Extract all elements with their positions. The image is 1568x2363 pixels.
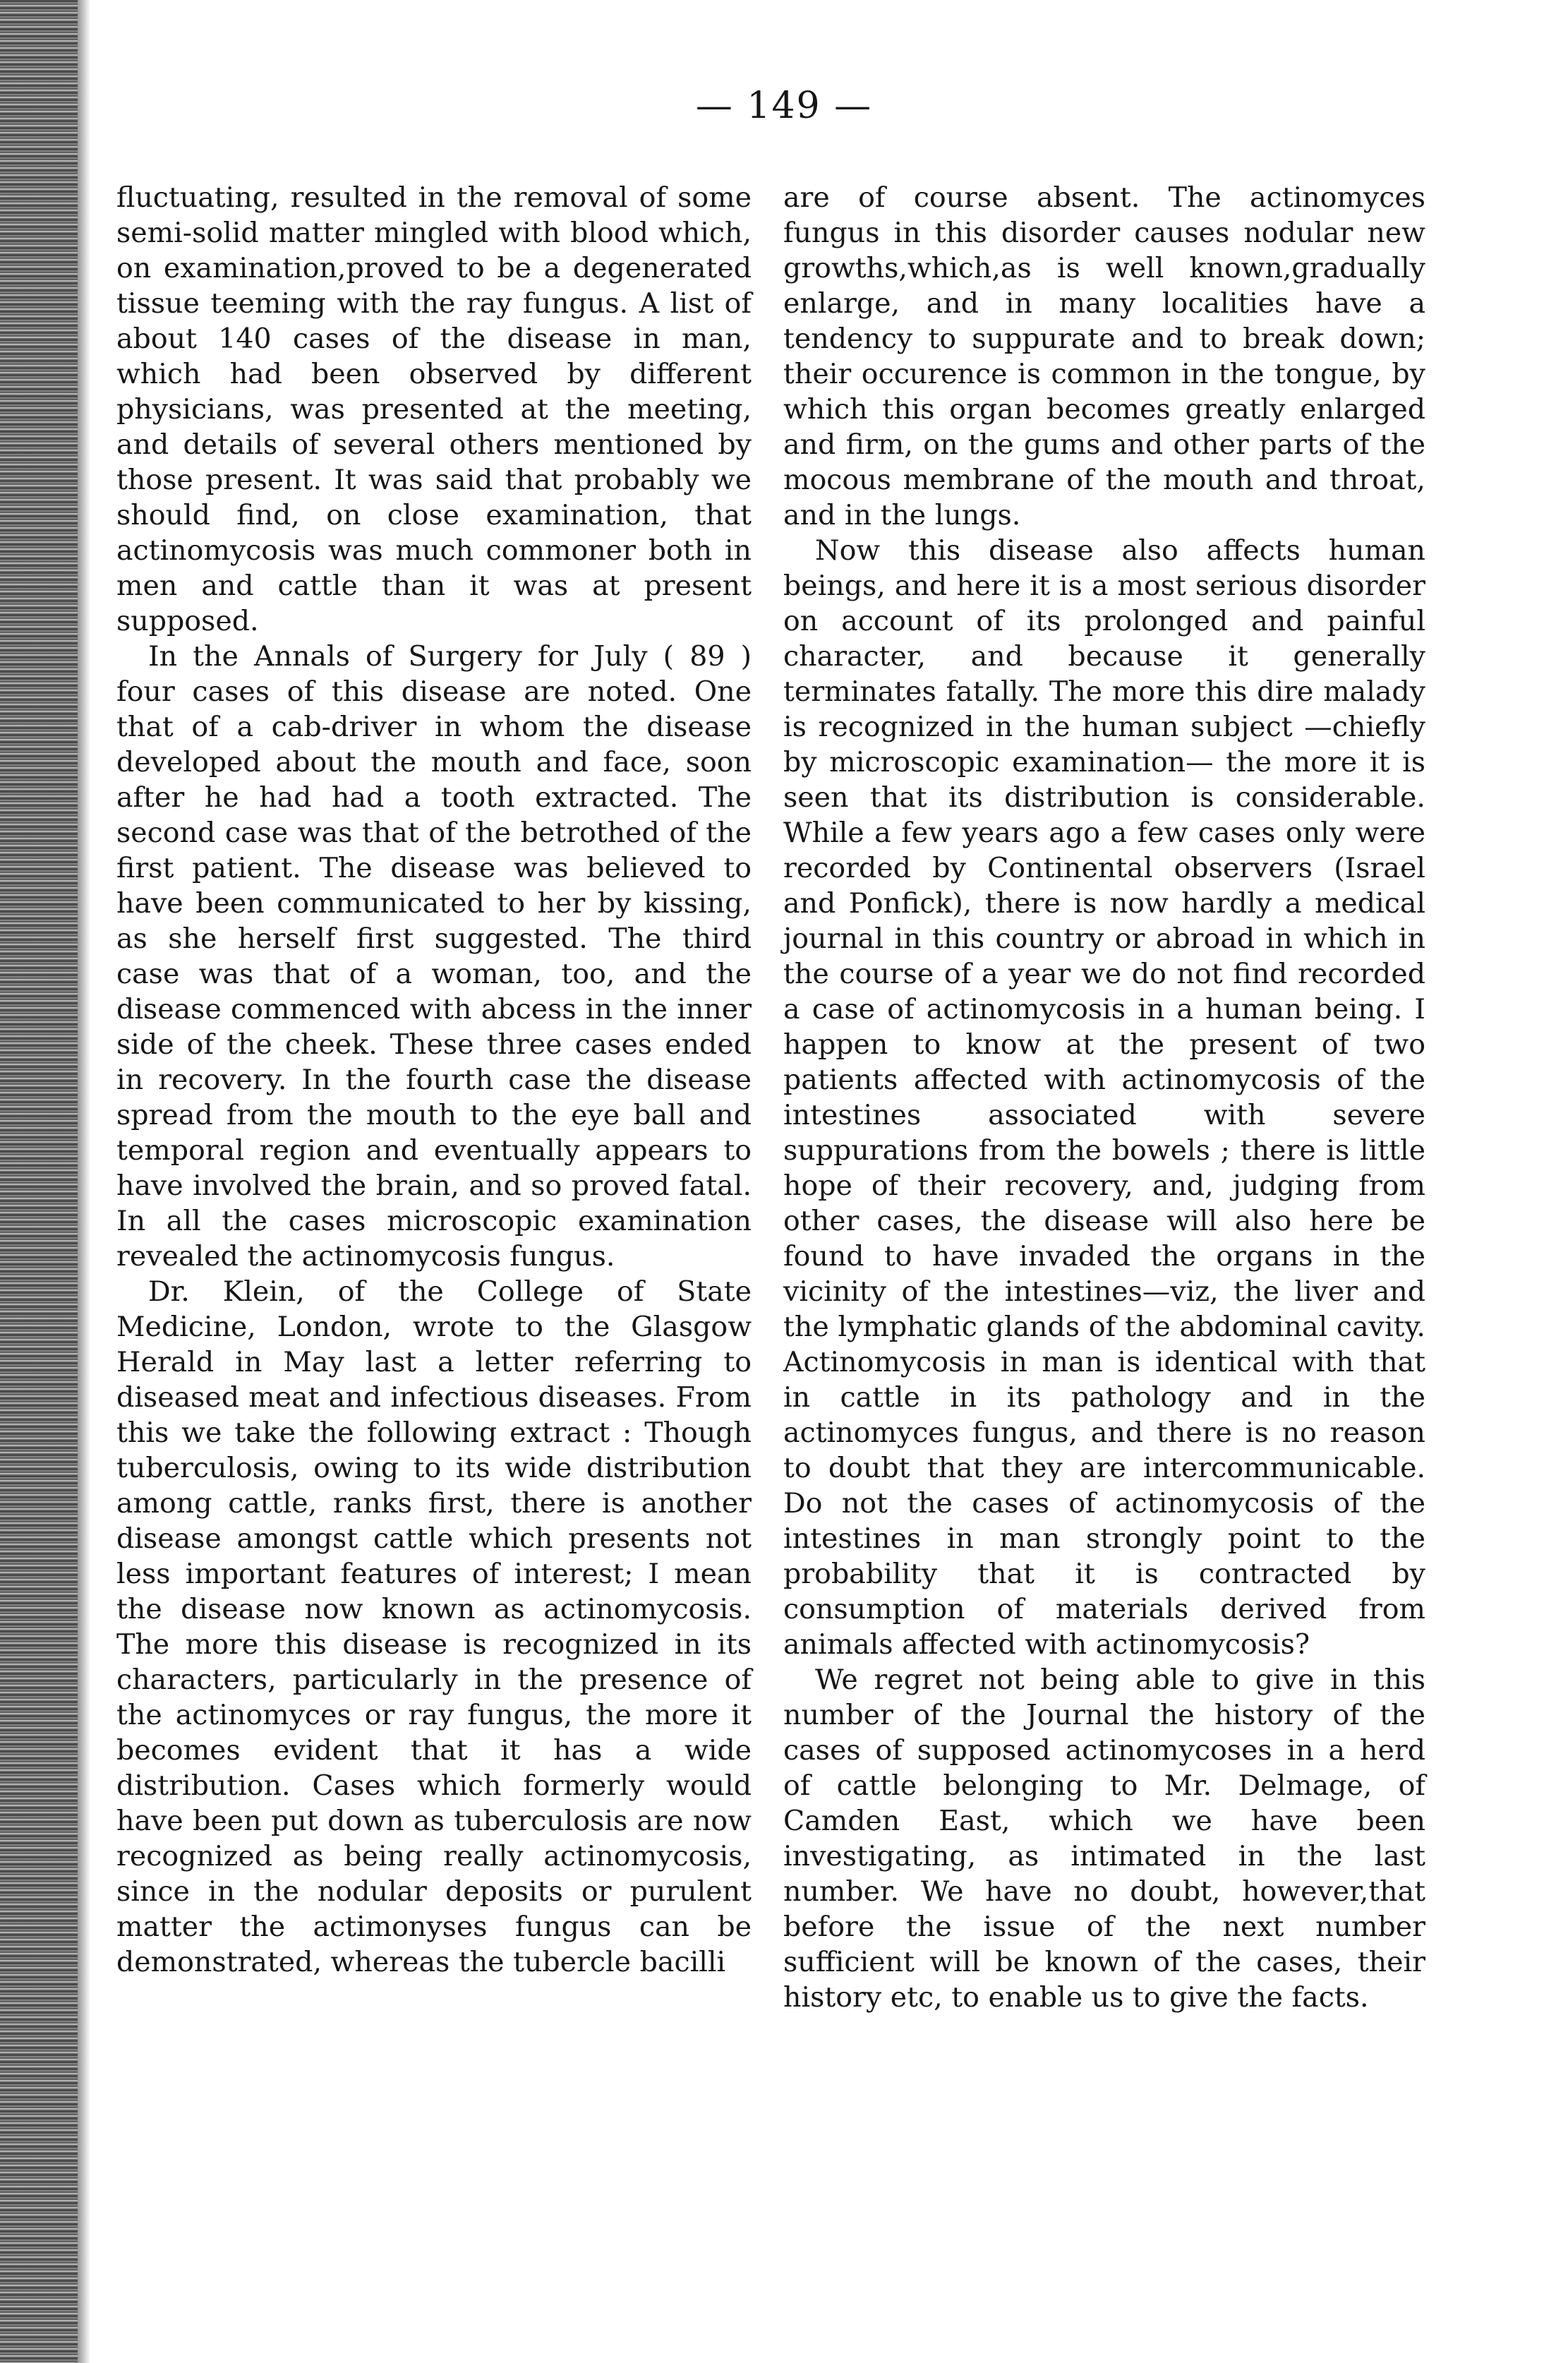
left-column xyxy=(116,180,752,1980)
right-paragraph-3: We regret not being able to give in this number of the Journal the history of the cases of supposed actinomycoses in a herd of cattle belonging to Mr. Delmage, of Camden East, which we have been investigating, as intimated in the last number. We have no doubt, however,that before the issue of the next number sufficient will be known of the cases, their history etc, to enable us to give the facts. xyxy=(783,1664,1425,2014)
left-paragraph-1: fluctuating, resulted in the removal of some semi-solid matter mingled with blood which, on examination,proved to be a degenerated tissue teeming with the ray fungus. A list of about 140 cases of the disease in man, which had been observed by different physicians, was presented at the meeting, and details of several others mentioned by those present. It was said that probably we should find, on close examination, that actinomycosis was much commoner both in men and cattle than it was at present supposed. xyxy=(116,181,752,637)
page-binding-edge xyxy=(0,0,78,2363)
left-paragraph-2: In the Annals of Surgery for July ( 89 ) four cases of this disease are noted. One that of a cab-driver in whom the disease developed about the mouth and face, soon after he had had a tooth extracted. The second case was that of the betrothed of the first patient. The disease was believed to have been communicated to her by kissing, as she herself first suggested. The third case was that of a woman, too, and the disease commenced with abcess in the inner side of the cheek. These three cases ended in recovery. In the fourth case the disease spread from the mouth to the eye ball and temporal region and eventually appears to have involved the brain, and so proved fatal. In all the cases microscopic examination revealed the actinomycosis fungus. xyxy=(116,640,752,1273)
left-paragraph-3: Dr. Klein, of the College of State Medicine, London, wrote to the Glasgow Herald in May last a letter referring to diseased meat and infectious diseases. From this we take the following extract : Though tuberculosis, owing to its wide distribution among cattle, ranks first, there is another disease amongst cattle which presents not less important features of interest; I mean the disease now known as actinomycosis. The more this disease is recognized in its characters, particularly in the presence of the actinomyces or ray fungus, the more it becomes evident that it has a wide distribution. Cases which formerly would have been put down as tuberculosis are now recognized as being really actinomycosis, since in the nodular deposits or purulent matter the actimonyses fungus can be demonstrated, whereas the tubercle bacilli xyxy=(116,1275,752,1978)
page-number: — 149 — xyxy=(695,85,873,127)
right-column xyxy=(783,180,1425,2015)
right-paragraph-2: Now this disease also affects human beings, and here it is a most serious disorder on account of its prolonged and painful character, and because it generally terminates fatally. The more this dire malady is recognized in the human subject —chiefly by microscopic examination— the more it is seen that its distribution is considerable. While a few years ago a few cases only were recorded by Continental observers (Israel and Ponfick), there is now hardly a medical journal in this country or abroad in which in the course of a year we do not find recorded a case of actinomycosis in a human being. I happen to know at the present of two patients affected with actinomycosis of the intestines associated with severe suppurations from the bowels ; there is little hope of their recovery, and, judging from other cases, the disease will also here be found to have invaded the organs in the vicinity of the intestines—viz, the liver and the lymphatic glands of the abdominal cavity. Actinomycosis in man is identical with that in cattle in its pathology and in the actinomyces fungus, and there is no reason to doubt that they are intercommunicable. Do not the cases of actinomycosis of the intestines in man strongly point to the probability that it is contracted by consumption of materials derived from animals affected with actinomycosis? xyxy=(783,534,1425,1661)
right-paragraph-1: are of course absent. The actinomyces fungus in this disorder causes nodular new growths,which,as is well known,gradually enlarge, and in many localities have a tendency to suppurate and to break down; their occurence is common in the tongue, by which this organ becomes greatly enlarged and firm, on the gums and other parts of the mocous membrane of the mouth and throat, and in the lungs. xyxy=(783,181,1425,531)
